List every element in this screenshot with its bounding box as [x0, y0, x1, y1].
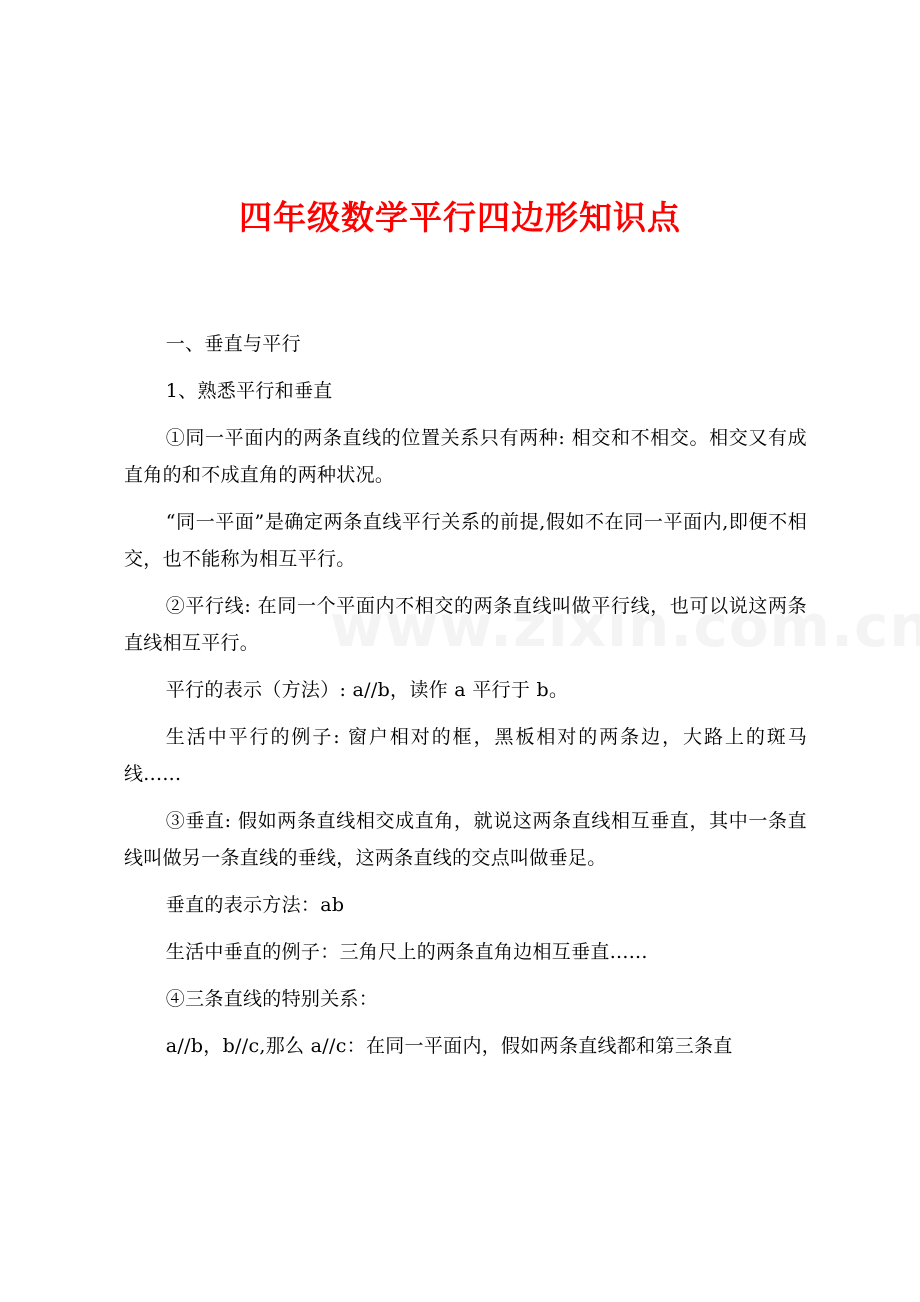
paragraph: ①同一平面内的两条直线的位置关系只有两种: 相交和不相交。相交又有成直角的和不成直角的两种状况。 — [124, 427, 807, 486]
paragraph: 生活中垂直的例子：三角尺上的两条直角边相互垂直...... — [165, 941, 648, 963]
paragraph: “同一平面”是确定两条直线平行关系的前提,假如不在同一平面内,即便不相交，也不能称为相互平行。 — [124, 511, 807, 570]
subsection-heading: 1、熟悉平行和垂直 — [165, 380, 333, 402]
paragraph: ③垂直: 假如两条直线相交成直角，就说这两条直线相互垂直，其中一条直线叫做另一条直线的垂线，这两条直线的交点叫做垂足。 — [124, 810, 807, 869]
paragraph: ②平行线: 在同一个平面内不相交的两条直线叫做平行线，也可以说这两条直线相互平行。 — [124, 595, 807, 654]
paragraph: 生活中平行的例子: 窗户相对的框，黑板相对的两条边，大路上的斑马线...... — [124, 726, 807, 785]
paragraph: ④三条直线的特别关系： — [165, 988, 379, 1010]
section-heading: 一、垂直与平行 — [165, 333, 301, 355]
paragraph: 平行的表示（方法）: a//b，读作 a 平行于 b。 — [165, 679, 569, 701]
paragraph: a//b，b//c,那么 a//c：在同一平面内，假如两条直线都和第三条直 — [165, 1035, 733, 1057]
document-body — [124, 326, 807, 1075]
document-title: 四年级数学平行四边形知识点 — [239, 198, 681, 237]
paragraph: 垂直的表示方法：ab — [165, 894, 345, 916]
